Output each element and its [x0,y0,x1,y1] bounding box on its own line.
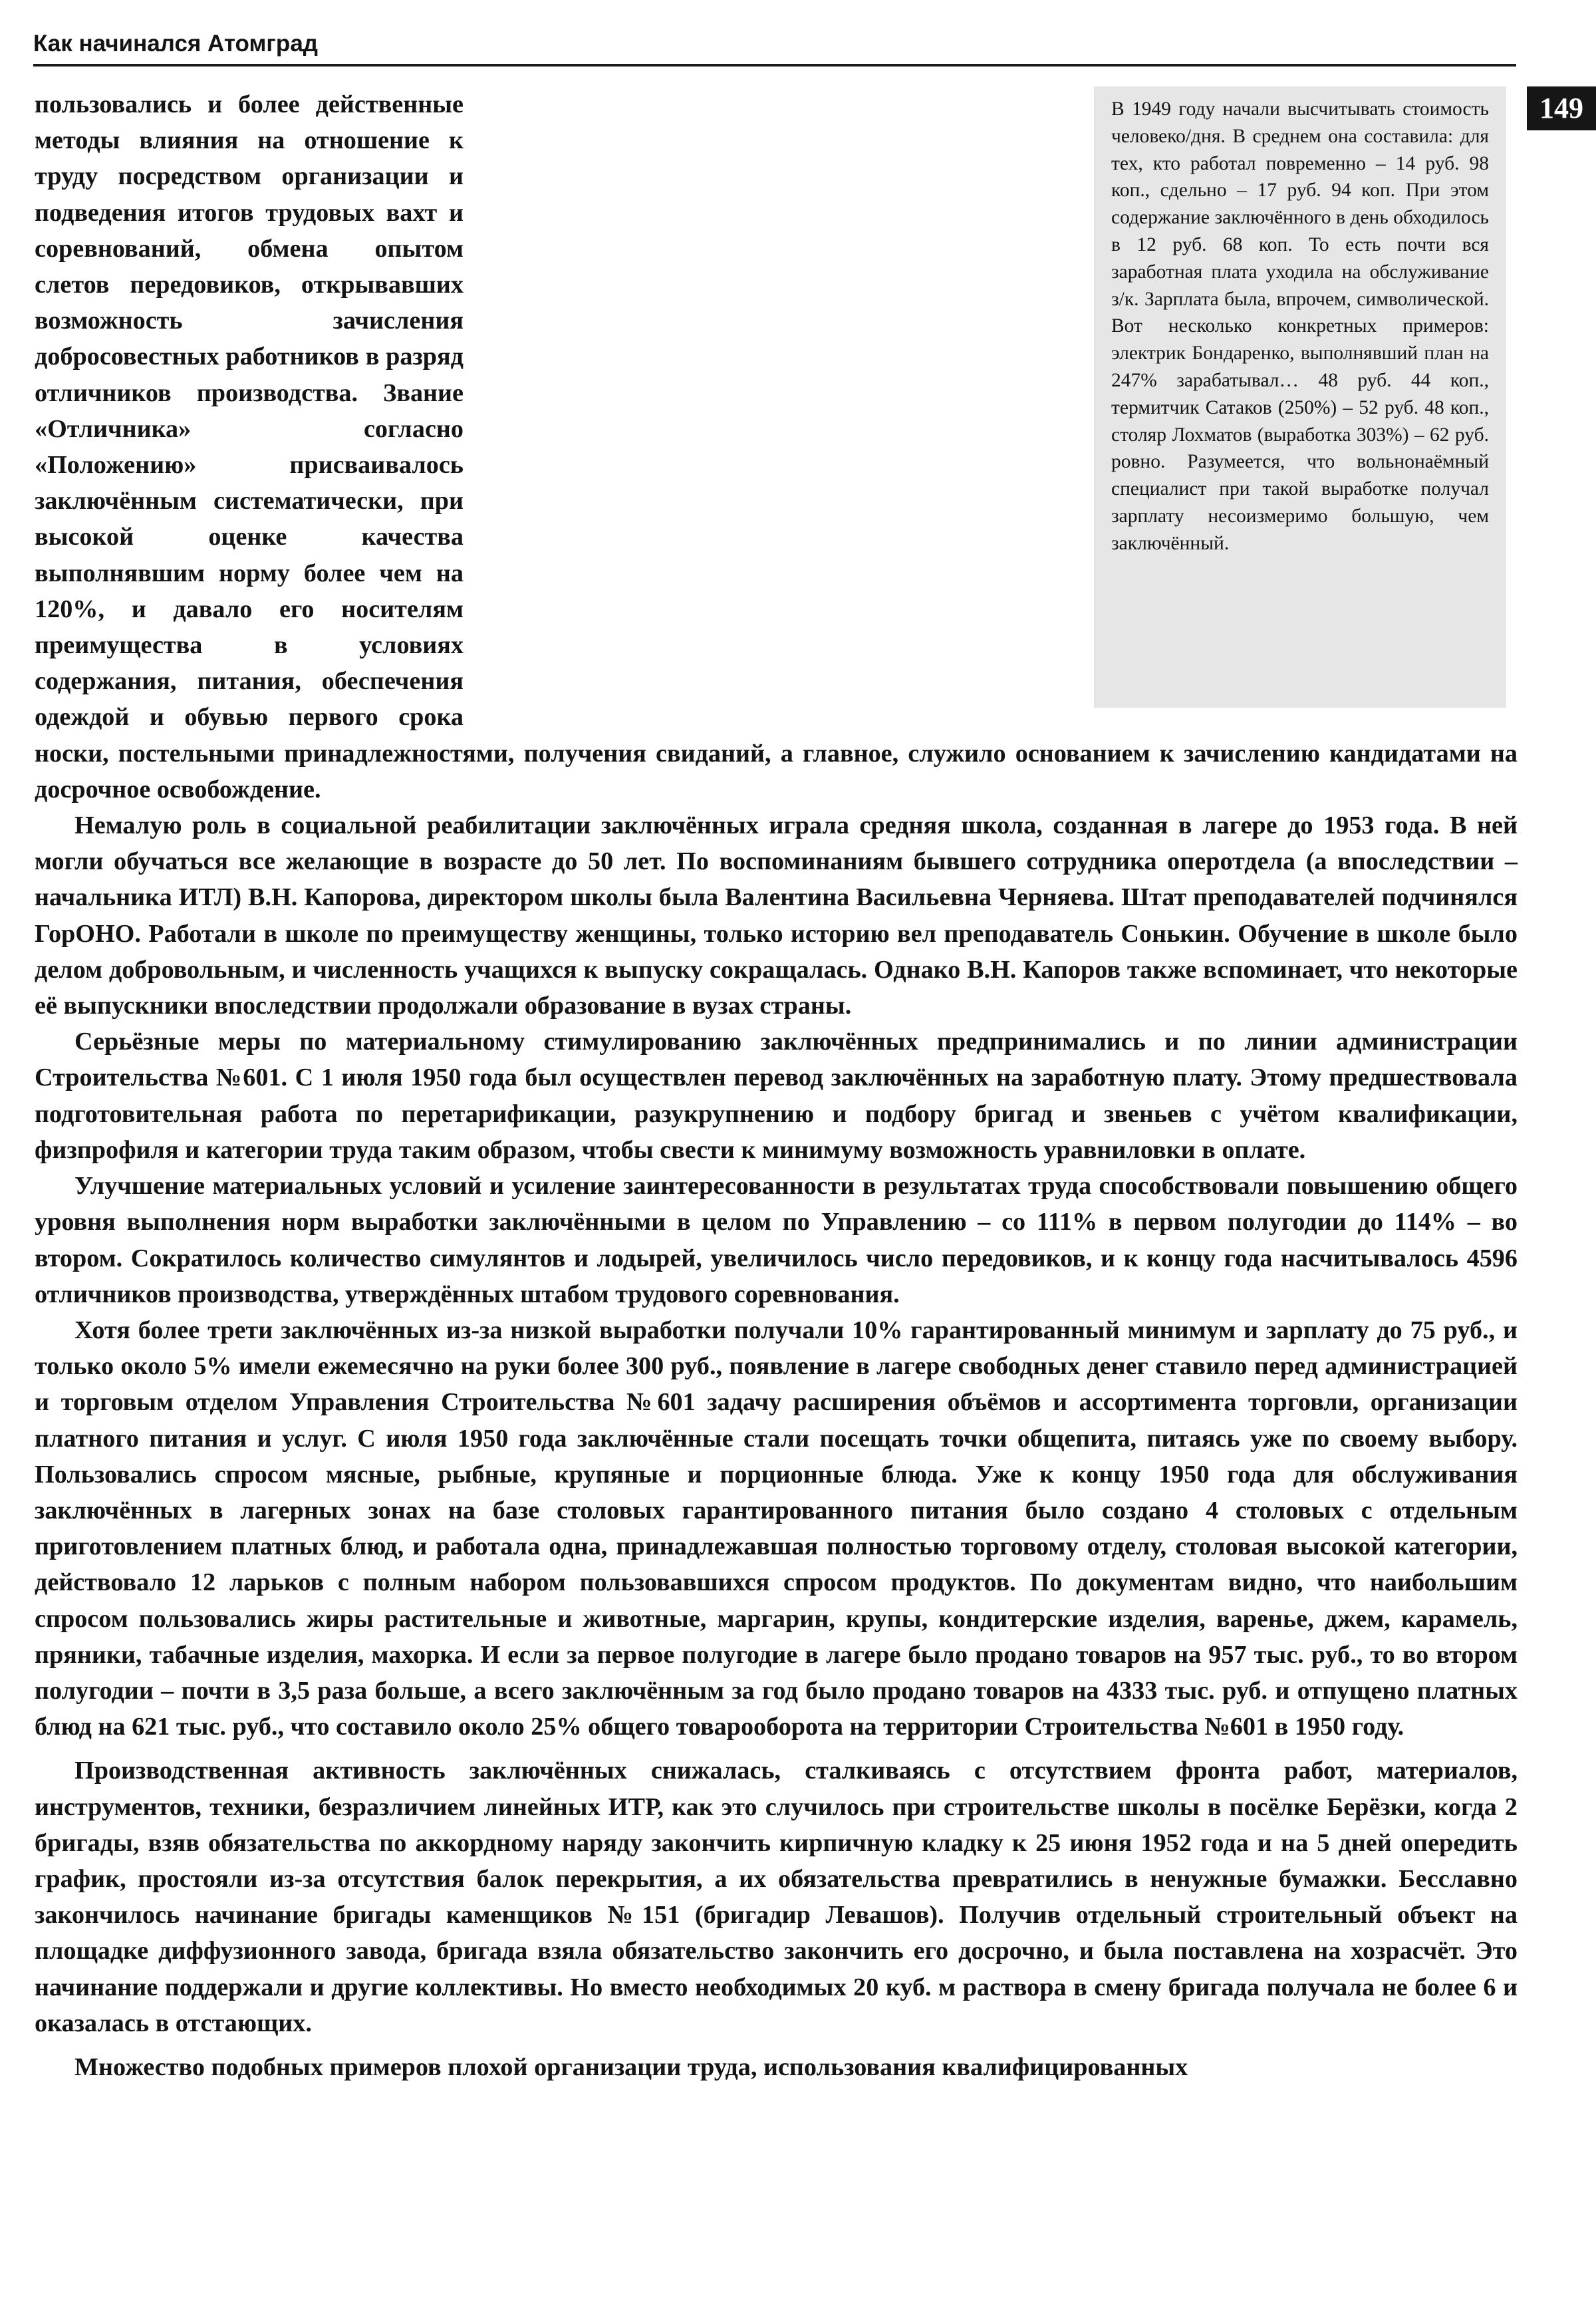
paragraph-5: Хотя более трети заключённых из-за низкой выработки получали 10% гарантированный минимум и зарплату до 75 руб., и только около 5% имели ежемесячно на руки более 300 руб., появление в лагере свободных денег ставило перед администрацией и торговым отделом Управления Строительства №601 задачу расширения объёмов и ассортимента торговли, организации платного питания и услуг. С июля 1950 года заключённые стали посещать точки общепита, питаясь уже по своему выбору. Пользовались спросом мясные, рыбные, крупяные и порционные блюда. Уже к концу 1950 года для обслуживания заключённых в лагерных зонах на базе столовых гарантированного питания было создано 4 столовых с отдельным приготовлением платных блюд, и работала одна, принадлежавшая полностью торговому отделу, столовая высокой категории, действовало 12 ларьков с полным набором пользовавшихся спросом продуктов. По документам видно, что наибольшим спросом пользовались жиры растительные и животные, маргарин, крупы, кондитерские изделия, варенье, джем, карамель, пряники, табачные изделия, махорка. И если за первое полугодие в лагере было продано товаров на 957 тыс. руб., то во втором полугодии – почти в 3,5 раза больше, а всего заключённым за год было продано товаров на 4333 тыс. руб. и отпущено платных блюд на 621 тыс. руб., что составило около 25% общего товарооборота на территории Строительства №601 в 1950 году. [35,1316,1518,1741]
sidebar-spacer [464,86,1518,735]
paragraph-1: пользовались и более действенные методы влияния на отношение к труду посредством организации и подведения итогов трудовых вахт и соревнований, обмена опытом слетов передовиков, открывавших возможность зачисления добросовестных работников в разряд отличников производства. Звание «Отличника» согласно «Положению» присваивалось заключённым систематически, при высокой оценке качества выполнявшим норму более чем на 120%, и давало его носителям преимущества в условиях содержания, питания, обеспечения одеждой и обувью первого срока носки, постельными принадлежностями, получения свиданий, а главное, служило основанием к зачислению кандидатами на досрочное освобождение. [35,90,1518,803]
sidebar-note: В 1949 году начали высчитывать стоимость человеко/дня. В среднем она составила: для тех, кто работал повременно – 14 руб. 98 коп., сдельно – 17 руб. 94 коп. При этом содержание заключённого в день обходилось в 12 руб. 68 коп. То есть почти вся заработная плата уходила на обслуживание з/к. Зарплата была, впрочем, символической. Вот несколько конкретных примеров: электрик Бондаренко, выполнявший план на 247% зарабатывал… 48 руб. 44 коп., термитчик Сатаков (250%) – 52 руб. 48 коп., столяр Лохматов (выработка 303%) – 62 руб. ровно. Разумеется, что вольнонаёмный специалист при такой выработке получал зарплату несоизмеримо большую, чем заключённый. [1094,86,1506,708]
paragraph-4: Улучшение материальных условий и усиление заинтересованности в результатах труда способствовали повышению общего уровня выполнения норм выработки заключёнными в целом по Управлению – со 111% в первом полугодии до 114% – во втором. Сократилось количество симулянтов и лодырей, увеличилось число передовиков, и к концу года насчитывалось 4596 отличников производства, утверждённых штабом трудового соревнования. [35,1172,1518,1308]
paragraph-7: Множество подобных примеров плохой организации труда, использования квалифицированных [74,2053,1188,2081]
paragraph-2: Немалую роль в социальной реабилитации заключённых играла средняя школа, созданная в лагере до 1953 года. В ней могли обучаться все желающие в возрасте до 50 лет. По воспоминаниям бывшего сотрудника оперотдела (а впоследствии – начальника ИТЛ) В.Н. Капорова, директором школы была Валентина Васильевна Черняева. Штат преподавателей подчинялся ГорОНО. Работали в школе по преимуществу женщины, только историю вел преподаватель Сонькин. Обучение в школе было делом добровольным, и численность учащихся к выпуску сокращалась. Однако В.Н. Капоров также вспоминает, что некоторые её выпускники впоследствии продолжали образование в вузах страны. [35,811,1518,1020]
paragraph-6: Производственная активность заключённых снижалась, сталкиваясь с отсутствием фронта работ, материалов, инструментов, техники, безразличием линейных ИТР, как это случилось при строительстве школы в посёлке Берёзки, когда 2 бригады, взяв обязательства по аккордному наряду закончить кирпичную кладку к 25 июня 1952 года и на 5 дней опередить график, простояли из-за отсутствия балок перекрытия, а их обязательства превратились в ненужные бумажки. Бесславно закончилось начинание бригады каменщиков №151 (бригадир Левашов). Получив отдельный строительный объект на площадке диффузионного завода, бригада взяла обязательство закончить его досрочно, и была поставлена на хозрасчёт. Это начинание поддержали и другие коллективы. Но вместо необходимых 20 куб. м раствора в смену бригада получала не более 6 и оказалась в отстающих. [35,1757,1518,2037]
page-number: 149 [1527,86,1596,130]
main-text [35,86,1518,2085]
running-title: Как начинался Атомград [33,29,1516,67]
paragraph-3: Серьёзные меры по материальному стимулированию заключённых предпринимались и по линии администрации Строительства №601. С 1 июля 1950 года был осуществлен перевод заключённых на заработную плату. Этому предшествовала подготовительная работа по перетарификации, разукрупнению и подбору бригад и звеньев с учётом квалификации, физпрофиля и категории труда таким образом, чтобы свести к минимуму возможность уравниловки в оплате. [35,1028,1518,1164]
